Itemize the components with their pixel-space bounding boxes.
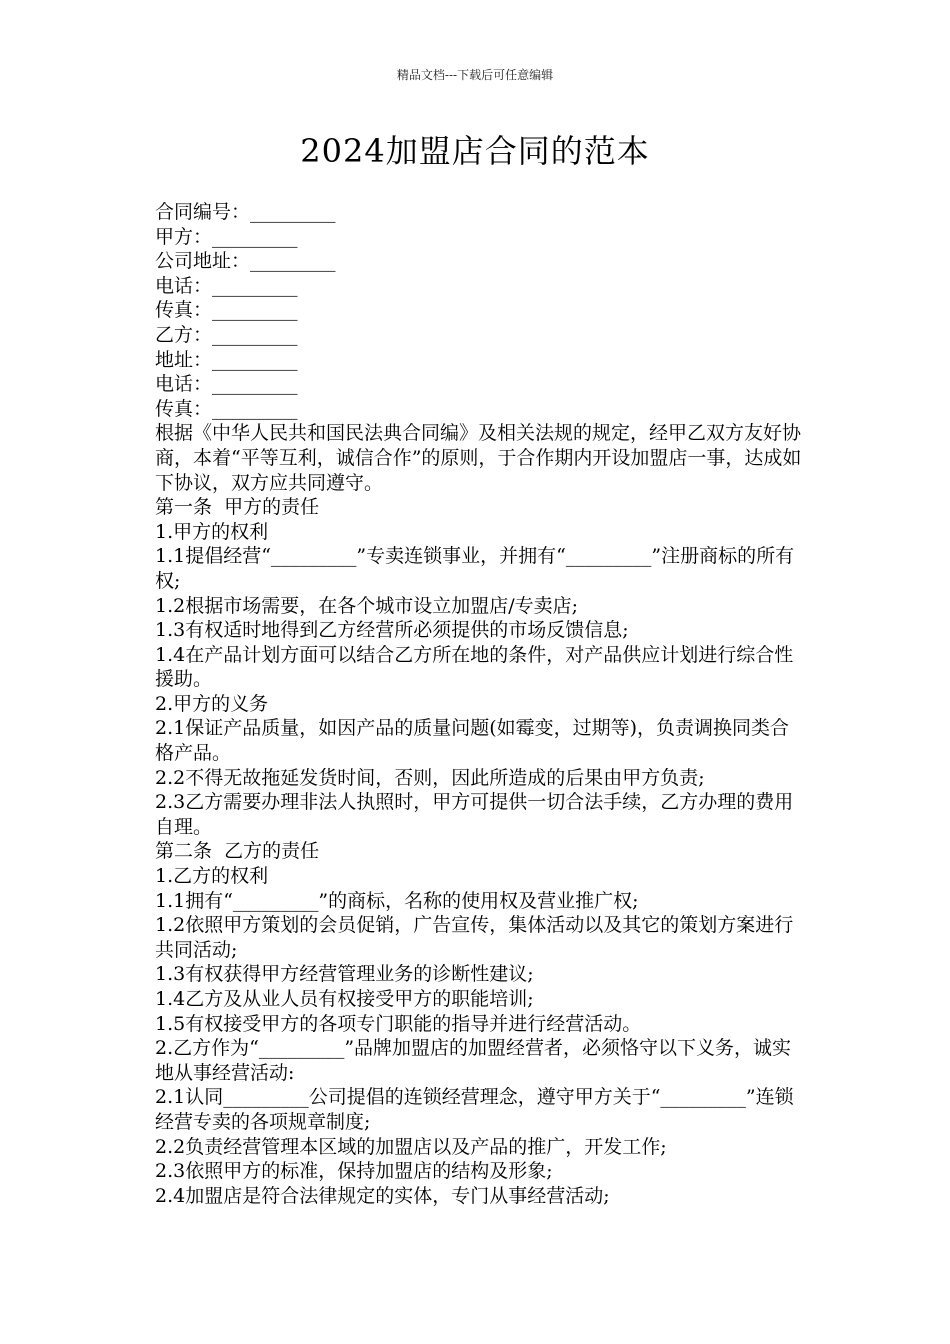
clause: 2.1认同_________公司提倡的连锁经营理念，遵守甲方关于“_________”连锁经营专卖的各项规章制度; (155, 1086, 794, 1133)
party-a-fax-field: 传真：_________ (155, 299, 298, 322)
party-b-fax-field: 传真：_________ (155, 397, 298, 420)
clause: 2.2不得无故拖延发货时间，否则，因此所造成的后果由甲方负责; (155, 766, 705, 789)
document-title: 2024加盟店合同的范本 (300, 132, 650, 170)
party-b-field: 乙方：_________ (155, 323, 298, 346)
contract-number-field: 合同编号：_________ (155, 201, 336, 223)
clause: 2.3依照甲方的标准，保持加盟店的结构及形象; (155, 1160, 553, 1183)
article-heading: 第二条 乙方的责任 (155, 840, 320, 863)
party-b-phone-field: 电话：_________ (155, 373, 298, 396)
section-heading: 2.乙方作为“_________”品牌加盟店的加盟经营者，必须恪守以下义务，诚实地从事经营活动: (155, 1037, 792, 1084)
clause: 1.4在产品计划方面可以结合乙方所在地的条件，对产品供应计划进行综合性援助。 (155, 643, 794, 691)
article-heading: 第一条 甲方的责任 (155, 496, 320, 519)
clause: 1.2根据市场需要，在各个城市设立加盟店/专卖店; (155, 594, 579, 617)
clause: 1.4乙方及从业人员有权接受甲方的职能培训; (155, 988, 534, 1010)
clause: 1.3有权获得甲方经营管理业务的诊断性建议; (155, 963, 534, 986)
clause: 1.3有权适时地得到乙方经营所必须提供的市场反馈信息; (155, 619, 629, 642)
page-header: 精品文档---下载后可任意编辑 (396, 68, 554, 82)
clause: 1.1提倡经营“_________”专卖连锁事业，并拥有“_________”注册商标的所有权; (155, 545, 795, 592)
party-a-phone-field: 电话：_________ (155, 274, 298, 297)
clause: 1.2依照甲方策划的会员促销，广告宣传，集体活动以及其它的策划方案进行共同活动; (155, 914, 794, 961)
clause: 2.3乙方需要办理非法人执照时，甲方可提供一切合法手续，乙方办理的费用自理。 (155, 791, 794, 838)
clause: 1.1拥有“_________”的商标，名称的使用权及营业推广权; (155, 889, 639, 912)
clause: 2.2负责经营管理本区域的加盟店以及产品的推广，开发工作; (155, 1135, 667, 1158)
section-heading: 2.甲方的义务 (155, 692, 269, 715)
contract-body (155, 200, 807, 1208)
preamble-paragraph: 根据《中华人民共和国民法典合同编》及相关法规的规定，经甲乙双方友好协商，本着“平等互利，诚信合作”的原则，于合作期内开设加盟店一事，达成如下协议，双方应共同遵守。 (155, 422, 802, 494)
clause: 1.5有权接受甲方的各项专门职能的指导并进行经营活动。 (155, 1012, 642, 1035)
party-a-field: 甲方：_________ (155, 225, 298, 248)
clause: 2.4加盟店是符合法律规定的实体，专门从事经营活动; (155, 1184, 610, 1207)
party-b-address-field: 地址：_________ (155, 348, 298, 371)
clause: 2.1保证产品质量，如因产品的质量问题(如霉变，过期等)，负责调换同类合格产品。 (155, 717, 790, 765)
section-heading: 1.甲方的权利 (155, 520, 269, 543)
section-heading: 1.乙方的权利 (155, 865, 269, 888)
company-address-field: 公司地址：_________ (155, 250, 336, 273)
